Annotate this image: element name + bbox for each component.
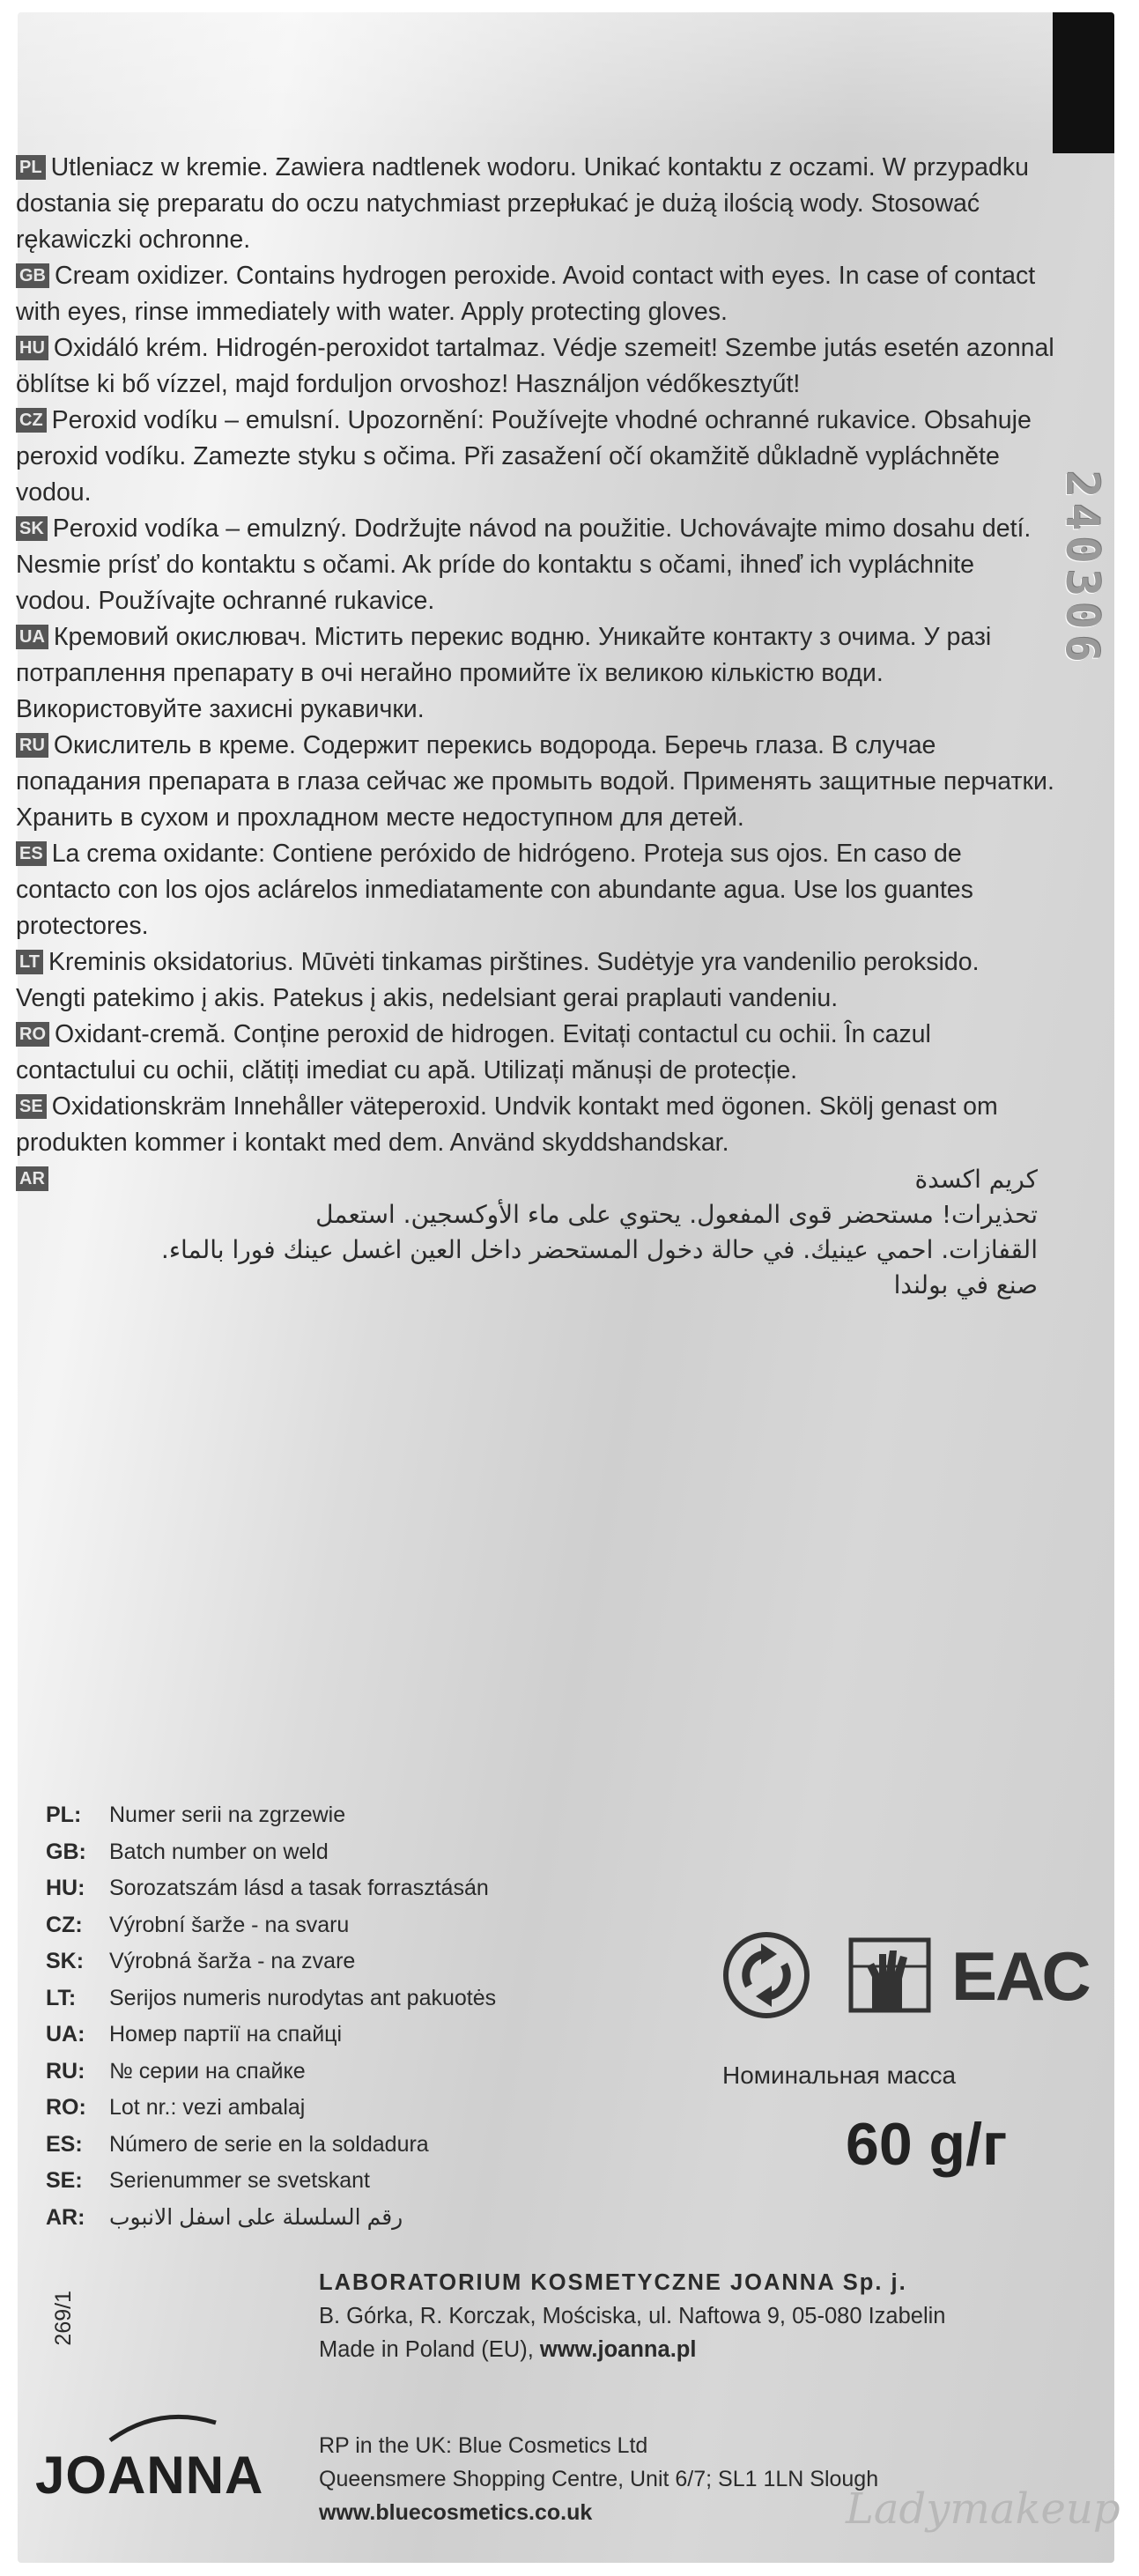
arabic-line: تحذيرات! مستحضر قوى المفعول. يحتوي على ماء الأوكسجين. استعمل [315,1200,1038,1229]
batch-list-row [46,2054,662,2091]
dark-corner [1053,12,1114,153]
language-tag: RO [16,1022,49,1047]
batch-list-code: PL: [46,1802,82,1827]
batch-list-text: Numer serii na zgrzewie [109,1802,346,1827]
paragraph-ua [16,619,1055,728]
batch-list-code: HU: [46,1876,85,1900]
batch-number-list [46,1797,662,2236]
rp-website: www.bluecosmetics.co.uk [319,2500,593,2525]
batch-number: 240306 [1055,470,1108,668]
language-tag: RU [16,733,48,758]
batch-list-code: RU: [46,2058,85,2084]
batch-list-code: SK: [46,1949,85,1973]
made-in: Made in Poland (EU), [319,2337,540,2362]
batch-list-row [46,2200,662,2237]
paragraph-text: Utleniacz w kremie. Zawiera nadtlenek wodoru. Unikać kontaktu z oczami. W przypadku dostania się preparatu do oczu natychmiast przepłukać je dużą ilością wody. Stosować rękawiczki ochronne. [16,153,1029,254]
warning-texts [16,150,1055,1303]
batch-list-row [46,1834,662,1871]
brand-logo: JOANNA [35,2446,264,2505]
paragraph-text: Peroxid vodíku – emulsní. Upozornění: Používejte vhodné ochranné rukavice. Obsahuje peroxid vodíku. Zamezte styku s očima. Při zasažení očí okamžitě důkladně vypláchněte vodou. [16,406,1032,507]
paragraph-ru [16,728,1055,836]
top-seal [18,12,1114,144]
batch-list-code: CZ: [46,1912,83,1937]
language-tag: SE [16,1094,47,1119]
paragraph-text: Oxidáló krém. Hidrogén-peroxidot tartalmaz. Védje szemeit! Szembe jutás esetén azonnal öblítse ki bő vízzel, majd forduljon orvoshoz! Használjon védőkesztyűt! [16,334,1054,398]
paragraph-text: La crema oxidante: Contiene peróxido de hidrógeno. Proteja sus ojos. En caso de contacto con los ojos aclárelos inmediatamente con abundante agua. Use los guantes protectores. [16,840,973,940]
manufacturer-info [319,2266,1041,2366]
paragraph-hu [16,330,1055,403]
paragraph-ro [16,1017,1055,1089]
batch-list-text: رقم السلسلة على اسفل الانبوب [109,2204,403,2230]
arabic-line: صنع في بولندا [893,1270,1038,1299]
language-tag: SK [16,516,48,541]
paragraph-text: Kreminis oksidatorius. Mūvėti tinkamas pirštines. Sudėtyje yra vandenilio peroksido. Vengti patekimo į akis. Patekus į akis, nedelsiant gerai praplauti vandeniu. [16,948,980,1012]
paragraph-text: Peroxid vodíka – emulzný. Dodržujte návod na použitie. Uchovávajte mimo dosahu detí. Nesmie prísť do kontaktu s očami. Ak príde do kontaktu s očami, ihneď ich vypláchnite vodou. Používajte ochranné rukavice. [16,514,1032,615]
paragraph-gb [16,258,1055,330]
batch-list-code: UA: [46,2022,85,2047]
language-tag: PL [16,155,46,180]
batch-list-code: LT: [46,1985,77,2010]
batch-list-code: GB: [46,1839,86,1864]
rp-line-2: Queensmere Shopping Centre, Unit 6/7; SL1 1LN Slough [319,2467,879,2491]
paragraph-text: Oxidationskräm Innehåller väteperoxid. Undvik kontakt med ögonen. Skölj genast om produkten kommer i kontakt med dem. Använd skyddshandskar. [16,1092,998,1157]
made-in-line [319,2333,1041,2366]
rp-line-1: RP in the UK: Blue Cosmetics Ltd [319,2433,648,2458]
batch-list-row [46,1943,662,1980]
batch-list-text: Výrobná šarža - na zvare [109,1949,356,1973]
paragraph-cz [16,403,1055,511]
certification-icons [722,1921,1090,2026]
paragraph-pl [16,150,1055,258]
arabic-text [16,1162,1038,1303]
logo-swoosh-icon [106,2409,220,2445]
paragraph-text: Oxidant-cremă. Conține peroxid de hidrogen. Evitați contactul cu ochii. În cazul contactului cu ochii, clătiți imediat cu apă. Utilizați mănuși de protecție. [16,1020,931,1084]
batch-list-row [46,1797,662,1834]
batch-list-row [46,1907,662,1944]
paragraph-se [16,1089,1055,1161]
paragraph-text: Окислитель в креме. Содержит перекись водорода. Беречь глаза. В случае попадания препарата в глаза сейчас же промыть водой. Применять защитные перчатки. Хранить в сухом и прохладном месте недоступном для детей. [16,731,1054,832]
batch-list-code: AR: [46,2204,85,2230]
manufacturer-website: www.joanna.pl [539,2337,697,2362]
batch-list-row [46,2163,662,2200]
language-tag: HU [16,336,48,360]
paragraph-text: Cream oxidizer. Contains hydrogen peroxide. Avoid contact with eyes. In case of contact with eyes, rinse immediately with water. Apply protecting gloves. [16,262,1036,326]
batch-list-row [46,2127,662,2164]
manufacturer-address: B. Górka, R. Korczak, Mościska, ul. Naftowa 9, 05-080 Izabelin [319,2304,946,2328]
arabic-line: القفازات. احمي عينيك. في حالة دخول المستحضر داخل العين اغسل عينك فورا بالماء. [160,1235,1038,1264]
language-tag: UA [16,625,48,649]
net-mass: 60 g/г [846,2111,1008,2178]
paragraph-es [16,836,1055,944]
language-tag: LT [16,950,43,974]
arabic-line: كريم اكسدة [914,1165,1038,1194]
language-tag: AR [16,1166,48,1191]
batch-list-row [46,1980,662,2017]
batch-list-code: RO: [46,2095,86,2120]
paragraph-text: Кремовий окислювач. Містить перекис водню. Уникайте контакту з очима. У разі потраплення препарату в очі негайно промийте їх великою кількістю води. Використовуйте захисні рукавички. [16,623,992,723]
batch-list-text: Výrobní šarže - na svaru [109,1912,350,1937]
nominal-mass-label: Номинальная масса [722,2062,957,2089]
paragraph-lt [16,944,1055,1017]
batch-list-text: Número de serie en la soldadura [109,2131,429,2157]
batch-list-code: ES: [46,2131,83,2157]
language-tag: CZ [16,408,47,433]
paragraph-sk [16,511,1055,619]
batch-list-text: Serienummer se svetskant [109,2168,370,2193]
batch-list-row [46,2090,662,2127]
batch-list-row [46,1870,662,1907]
batch-list-row [46,2017,662,2054]
recycle-icon [722,1931,810,2019]
eac-mark: ЕАС [951,1937,1090,2015]
batch-list-text: № серии на спайке [109,2058,306,2084]
batch-list-text: Lot nr.: vezi ambalaj [109,2095,306,2120]
watermark: Ladymakeup [846,2484,1121,2534]
manufacturer-name: LABORATORIUM KOSMETYCZNE JOANNA Sp. j. [319,2270,907,2295]
batch-list-code: SE: [46,2168,83,2193]
batch-list-text: Serijos numeris nurodytas ant pakuotės [109,1985,497,2010]
language-tag: GB [16,263,49,288]
batch-list-text: Batch number on weld [109,1839,329,1864]
product-code: 269/1 [51,2291,76,2346]
hand-hazard-icon [846,1931,934,2019]
batch-list-text: Номер партії на спайці [109,2022,343,2047]
language-tag: ES [16,841,47,866]
batch-list-text: Sorozatszám lásd a tasak forrasztásán [109,1876,489,1900]
